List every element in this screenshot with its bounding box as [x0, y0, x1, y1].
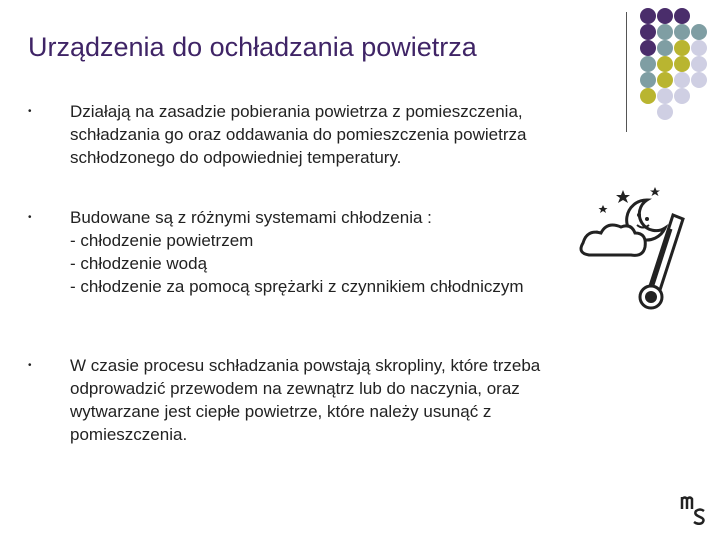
decorative-dot — [691, 56, 707, 72]
decorative-dot — [674, 72, 690, 88]
bullet-line: odprowadzić przewodem na zewnątrz lub do naczynia, oraz — [70, 379, 520, 398]
bullet-line: schłodzonego do odpowiedniej temperatury. — [70, 148, 402, 167]
decorative-dot — [640, 88, 656, 104]
bullet-line: - chłodzenie wodą — [70, 254, 208, 273]
decorative-dot — [674, 8, 690, 24]
bullet-line: - chłodzenie za pomocą sprężarki z czynnikiem chłodniczym — [70, 277, 524, 296]
slide-title: Urządzenia do ochładzania powietrza — [28, 32, 477, 62]
bullet-line: - chłodzenie powietrzem — [70, 231, 254, 250]
decorative-dot — [657, 72, 673, 88]
decorative-dot — [674, 40, 690, 56]
decorative-dot — [691, 24, 707, 40]
decorative-dot — [657, 40, 673, 56]
bullet-line: schładzania go oraz oddawania do pomieszczenia powietrza — [70, 125, 527, 144]
decorative-dot-grid — [640, 8, 720, 118]
bullet-marker: • — [28, 212, 32, 223]
decorative-dot — [674, 88, 690, 104]
decorative-dot — [657, 24, 673, 40]
decorative-dot — [640, 56, 656, 72]
decorative-dot — [674, 24, 690, 40]
bullet-line: Budowane są z różnymi systemami chłodzenia : — [70, 208, 432, 227]
decorative-dot — [657, 88, 673, 104]
decorative-dot — [640, 8, 656, 24]
bullet-text — [70, 100, 630, 169]
decorative-dot — [691, 72, 707, 88]
decorative-dot — [657, 104, 673, 120]
bullet-line: W czasie procesu schładzania powstają skropliny, które trzeba — [70, 356, 541, 375]
decorative-dot — [657, 8, 673, 24]
decorative-dot — [640, 24, 656, 40]
bullet-marker: • — [28, 360, 32, 371]
bullet-text — [70, 206, 630, 298]
bullet-line: pomieszczenia. — [70, 425, 188, 444]
bullet-text — [70, 354, 630, 446]
bullet-line: wytwarzane jest ciepłe powietrze, które należy usunąć z — [70, 402, 492, 421]
decorative-dot — [674, 56, 690, 72]
thermometer-moon-clipart-icon — [575, 185, 695, 315]
decorative-dot — [691, 40, 707, 56]
bullet-line: Działają na zasadzie pobierania powietrza z pomieszczenia, — [70, 102, 523, 121]
bullet-marker: • — [28, 106, 32, 117]
decorative-dot — [640, 72, 656, 88]
decorative-dot — [640, 40, 656, 56]
ms-logo-icon — [680, 493, 706, 525]
decorative-dot — [657, 56, 673, 72]
